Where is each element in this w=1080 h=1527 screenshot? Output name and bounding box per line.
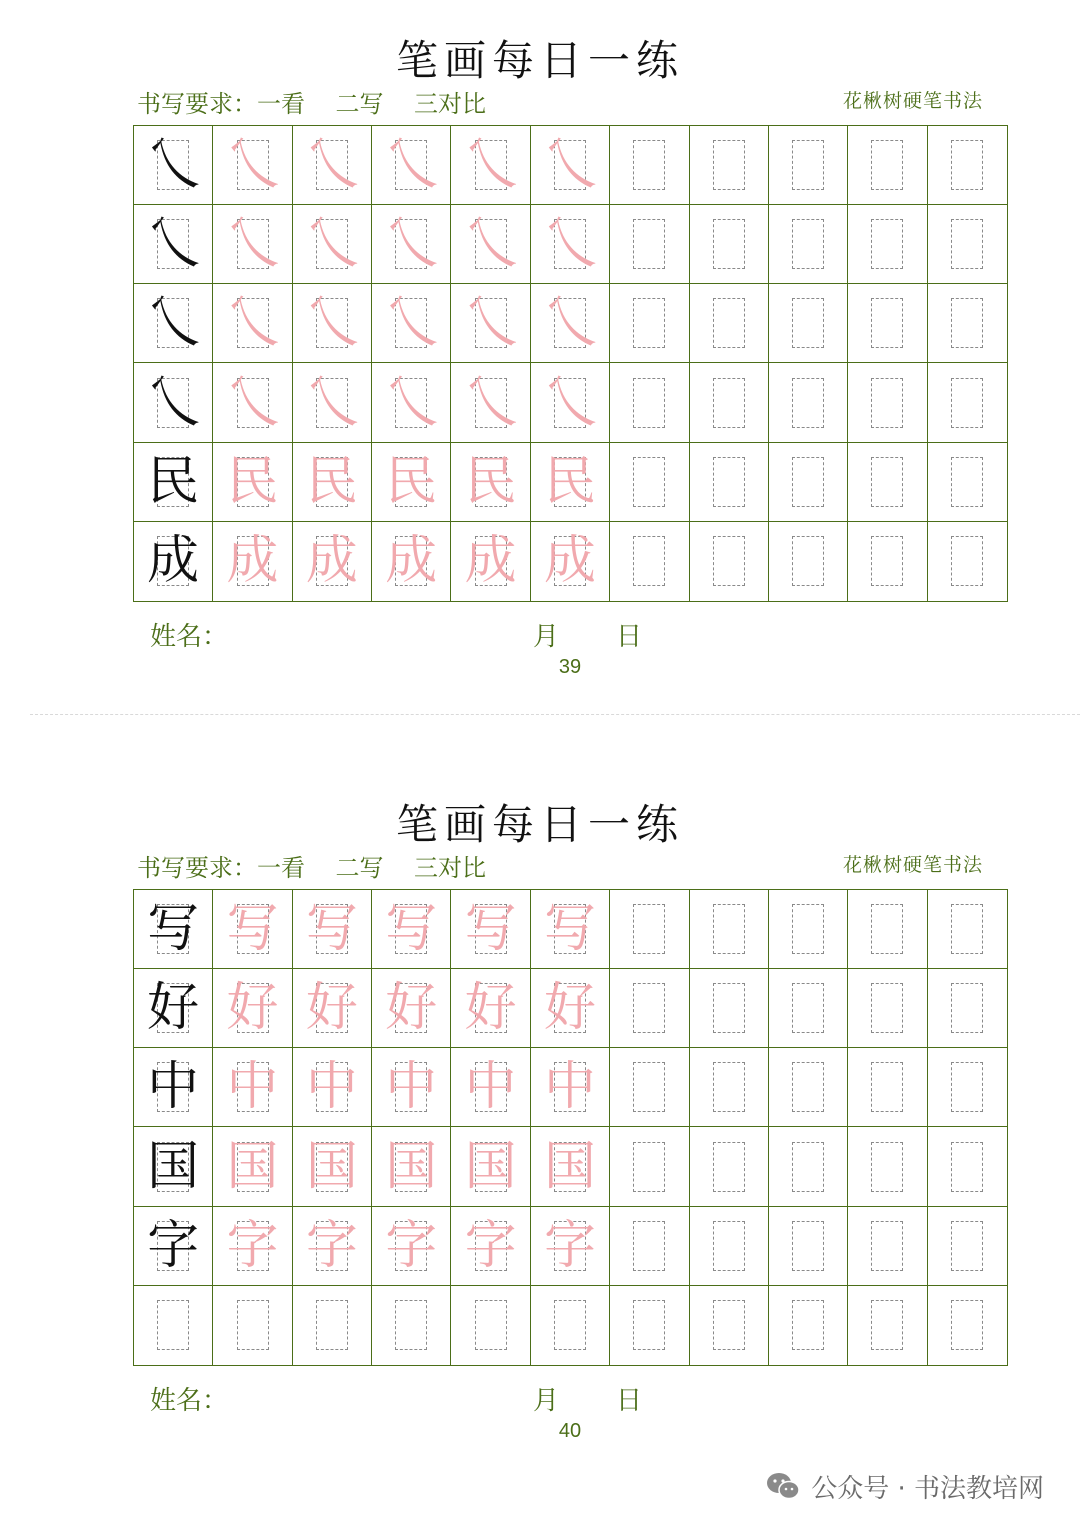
practice-cell [213, 522, 292, 601]
dashed-guide-box [871, 1221, 903, 1271]
practice-cell [769, 522, 848, 601]
footer-text: 公众号 · 书法教培网 [811, 1473, 1044, 1504]
practice-cell [213, 363, 292, 442]
trace-character: 民 [464, 451, 517, 512]
dashed-guide-box [951, 140, 983, 190]
practice-grid [133, 125, 1008, 602]
practice-grid [133, 889, 1008, 1366]
practice-cell [769, 1048, 848, 1127]
dashed-guide-box [633, 140, 665, 190]
trace-character [451, 1286, 529, 1365]
practice-sheet-40 [0, 764, 1080, 1464]
practice-cell [610, 363, 689, 442]
practice-cell [928, 284, 1007, 363]
trace-character: 民 [543, 451, 596, 512]
dashed-guide-box [633, 219, 665, 269]
dashed-guide-box [871, 219, 903, 269]
practice-cell [928, 205, 1007, 284]
dashed-guide-box [713, 378, 745, 428]
trace-character: 中 [464, 1057, 517, 1118]
practice-cell [610, 284, 689, 363]
trace-character: 写 [464, 899, 517, 960]
trace-character: 乀 [224, 290, 281, 356]
practice-cell [451, 1286, 530, 1365]
dashed-guide-box [633, 1142, 665, 1192]
trace-character: 国 [385, 1136, 438, 1197]
practice-cell [213, 890, 292, 969]
trace-character: 好 [385, 978, 438, 1039]
trace-character: 中 [305, 1057, 358, 1118]
dashed-guide-box [633, 904, 665, 954]
practice-cell [531, 443, 610, 522]
practice-cell [928, 443, 1007, 522]
practice-cell [928, 1207, 1007, 1286]
practice-cell [451, 890, 530, 969]
dashed-guide-box [792, 1300, 824, 1350]
writing-requirement: 书写要求：一看 二写 三对比 [137, 854, 487, 882]
practice-cell [928, 363, 1007, 442]
dashed-guide-box [792, 983, 824, 1033]
practice-cell [293, 969, 372, 1048]
trace-character: 乀 [541, 290, 598, 356]
trace-character: 民 [305, 451, 358, 512]
practice-cell [848, 1286, 927, 1365]
practice-cell [531, 205, 610, 284]
practice-cell [293, 284, 372, 363]
practice-cell [848, 1207, 927, 1286]
practice-cell [134, 443, 213, 522]
practice-cell [372, 890, 451, 969]
practice-cell [451, 284, 530, 363]
brand-label: 花楸树硬笔书法 [842, 90, 983, 112]
dashed-guide-box [792, 1142, 824, 1192]
practice-cell [769, 443, 848, 522]
trace-character: 好 [464, 978, 517, 1039]
practice-cell [690, 1127, 769, 1206]
practice-cell [451, 1048, 530, 1127]
practice-cell [690, 969, 769, 1048]
day-label: 日 [616, 1386, 643, 1416]
dashed-guide-box [713, 140, 745, 190]
dashed-guide-box [792, 904, 824, 954]
practice-cell [690, 1286, 769, 1365]
dashed-guide-box [633, 298, 665, 348]
dashed-guide-box [871, 983, 903, 1033]
practice-cell [690, 890, 769, 969]
dashed-guide-box [951, 904, 983, 954]
dashed-guide-box [951, 1221, 983, 1271]
dashed-guide-box [633, 1300, 665, 1350]
practice-cell [372, 1286, 451, 1365]
practice-cell [372, 205, 451, 284]
practice-cell [848, 969, 927, 1048]
dashed-guide-box [951, 457, 983, 507]
trace-character: 好 [543, 978, 596, 1039]
dashed-guide-box [792, 1221, 824, 1271]
practice-cell [134, 1127, 213, 1206]
dashed-guide-box [871, 298, 903, 348]
dashed-guide-box [951, 298, 983, 348]
trace-character: 中 [385, 1057, 438, 1118]
practice-cell [451, 363, 530, 442]
practice-cell [372, 443, 451, 522]
trace-character: 乀 [224, 211, 281, 277]
practice-cell [293, 1048, 372, 1127]
model-character: 民 [147, 451, 200, 512]
practice-cell [372, 1207, 451, 1286]
practice-cell [134, 284, 213, 363]
practice-cell [690, 1048, 769, 1127]
trace-character: 成 [543, 531, 596, 592]
dashed-guide-box [633, 457, 665, 507]
practice-cell [372, 522, 451, 601]
trace-character: 写 [226, 899, 279, 960]
practice-cell [213, 443, 292, 522]
practice-cell [769, 205, 848, 284]
dashed-guide-box [713, 983, 745, 1033]
trace-character: 国 [543, 1136, 596, 1197]
practice-cell [531, 284, 610, 363]
trace-character: 成 [226, 531, 279, 592]
dashed-guide-box [713, 536, 745, 586]
trace-character: 乀 [303, 211, 360, 277]
model-character: 乀 [145, 369, 202, 435]
trace-character: 乀 [303, 132, 360, 198]
dashed-guide-box [871, 1142, 903, 1192]
dashed-guide-box [871, 378, 903, 428]
practice-cell [451, 1127, 530, 1206]
dashed-guide-box [633, 983, 665, 1033]
practice-cell [610, 1127, 689, 1206]
trace-character: 乀 [383, 369, 440, 435]
practice-cell [134, 522, 213, 601]
practice-cell [690, 126, 769, 205]
dashed-guide-box [792, 378, 824, 428]
dashed-guide-box [713, 1300, 745, 1350]
practice-cell [610, 522, 689, 601]
wechat-icon [765, 1471, 801, 1501]
model-character: 国 [147, 1136, 200, 1197]
sheet-title: 笔画每日一练 [395, 36, 684, 85]
brand-label: 花楸树硬笔书法 [842, 854, 983, 876]
name-label: 姓名： [150, 622, 229, 652]
practice-cell [213, 1286, 292, 1365]
practice-cell [848, 284, 927, 363]
trace-character: 中 [543, 1057, 596, 1118]
practice-cell [134, 205, 213, 284]
practice-cell [134, 126, 213, 205]
practice-cell [293, 1286, 372, 1365]
dashed-guide-box [871, 1300, 903, 1350]
practice-cell [213, 1127, 292, 1206]
practice-cell [610, 443, 689, 522]
practice-cell [372, 363, 451, 442]
practice-cell [134, 363, 213, 442]
practice-cell [848, 126, 927, 205]
practice-cell [848, 522, 927, 601]
trace-character: 乀 [462, 369, 519, 435]
dashed-guide-box [713, 1221, 745, 1271]
practice-sheet-39 [0, 0, 1080, 700]
practice-cell [372, 1048, 451, 1127]
practice-cell [372, 126, 451, 205]
practice-cell [531, 522, 610, 601]
trace-character: 好 [305, 978, 358, 1039]
trace-character: 乀 [462, 132, 519, 198]
practice-cell [848, 205, 927, 284]
practice-cell [213, 969, 292, 1048]
practice-cell [610, 1048, 689, 1127]
dashed-guide-box [713, 219, 745, 269]
trace-character: 乀 [383, 290, 440, 356]
dashed-guide-box [871, 457, 903, 507]
practice-cell [848, 890, 927, 969]
practice-cell [848, 1048, 927, 1127]
dashed-guide-box [951, 378, 983, 428]
practice-cell [293, 443, 372, 522]
practice-cell [531, 1207, 610, 1286]
model-character: 好 [147, 978, 200, 1039]
practice-cell [372, 1127, 451, 1206]
dashed-guide-box [713, 1062, 745, 1112]
trace-character: 成 [385, 531, 438, 592]
dashed-guide-box [713, 457, 745, 507]
practice-cell [293, 205, 372, 284]
trace-character: 写 [305, 899, 358, 960]
dashed-guide-box [792, 1062, 824, 1112]
practice-cell [690, 284, 769, 363]
model-character: 中 [147, 1057, 200, 1118]
practice-cell [610, 205, 689, 284]
practice-cell [928, 969, 1007, 1048]
trace-character: 乀 [541, 369, 598, 435]
trace-character: 字 [543, 1215, 596, 1276]
dashed-guide-box [951, 219, 983, 269]
trace-character: 民 [226, 451, 279, 512]
practice-cell [134, 890, 213, 969]
month-label: 月 [533, 622, 560, 652]
practice-cell [928, 1286, 1007, 1365]
practice-cell [134, 1048, 213, 1127]
practice-cell [769, 1127, 848, 1206]
page-number: 40 [558, 1420, 582, 1442]
sheet-title: 笔画每日一练 [395, 800, 684, 849]
trace-character: 乀 [303, 290, 360, 356]
dashed-guide-box [951, 1142, 983, 1192]
trace-character: 字 [464, 1215, 517, 1276]
practice-cell [293, 890, 372, 969]
practice-cell [451, 126, 530, 205]
model-character: 写 [147, 899, 200, 960]
trace-character: 好 [226, 978, 279, 1039]
practice-cell [690, 522, 769, 601]
practice-cell [451, 443, 530, 522]
practice-cell [134, 969, 213, 1048]
practice-cell [293, 126, 372, 205]
practice-cell [769, 284, 848, 363]
dashed-guide-box [792, 140, 824, 190]
practice-cell [928, 1127, 1007, 1206]
dashed-guide-box [713, 904, 745, 954]
trace-character: 国 [464, 1136, 517, 1197]
practice-cell [213, 1048, 292, 1127]
practice-cell [451, 522, 530, 601]
page-divider [30, 714, 1080, 715]
dashed-guide-box [951, 1300, 983, 1350]
practice-cell [134, 1286, 213, 1365]
model-character: 乀 [145, 132, 202, 198]
practice-cell [769, 890, 848, 969]
practice-cell [293, 1207, 372, 1286]
practice-cell [293, 1127, 372, 1206]
practice-cell [531, 1048, 610, 1127]
practice-cell [531, 969, 610, 1048]
practice-cell [293, 522, 372, 601]
day-label: 日 [616, 622, 643, 652]
model-character: 字 [147, 1215, 200, 1276]
trace-character: 乀 [303, 369, 360, 435]
trace-character: 成 [305, 531, 358, 592]
dashed-guide-box [633, 378, 665, 428]
practice-cell [610, 1286, 689, 1365]
trace-character: 字 [226, 1215, 279, 1276]
practice-cell [531, 126, 610, 205]
practice-cell [531, 1127, 610, 1206]
practice-cell [213, 284, 292, 363]
practice-cell [769, 1207, 848, 1286]
dashed-guide-box [792, 457, 824, 507]
practice-cell [531, 1286, 610, 1365]
trace-character: 中 [226, 1057, 279, 1118]
practice-cell [451, 205, 530, 284]
trace-character: 国 [305, 1136, 358, 1197]
trace-character: 乀 [541, 211, 598, 277]
model-character: 成 [147, 531, 200, 592]
trace-character: 乀 [541, 132, 598, 198]
practice-cell [928, 522, 1007, 601]
practice-cell [610, 126, 689, 205]
practice-cell [848, 1127, 927, 1206]
practice-cell [848, 443, 927, 522]
practice-cell [293, 363, 372, 442]
practice-cell [531, 363, 610, 442]
trace-character: 字 [305, 1215, 358, 1276]
practice-cell [690, 443, 769, 522]
practice-cell [372, 969, 451, 1048]
month-label: 月 [533, 1386, 560, 1416]
trace-character: 乀 [224, 132, 281, 198]
practice-cell [928, 1048, 1007, 1127]
practice-cell [451, 969, 530, 1048]
practice-cell [610, 969, 689, 1048]
model-character [134, 1286, 212, 1365]
practice-cell [928, 890, 1007, 969]
practice-cell [928, 126, 1007, 205]
practice-cell [531, 890, 610, 969]
trace-character: 乀 [462, 290, 519, 356]
dashed-guide-box [633, 1221, 665, 1271]
dashed-guide-box [951, 983, 983, 1033]
practice-cell [769, 969, 848, 1048]
dashed-guide-box [951, 1062, 983, 1112]
dashed-guide-box [633, 1062, 665, 1112]
trace-character [531, 1286, 609, 1365]
trace-character: 字 [385, 1215, 438, 1276]
trace-character: 乀 [224, 369, 281, 435]
trace-character: 乀 [383, 132, 440, 198]
practice-cell [213, 126, 292, 205]
practice-cell [134, 1207, 213, 1286]
dashed-guide-box [633, 536, 665, 586]
practice-cell [213, 1207, 292, 1286]
dashed-guide-box [792, 298, 824, 348]
trace-character: 民 [385, 451, 438, 512]
watermark-footer [765, 1466, 1044, 1506]
practice-cell [769, 126, 848, 205]
dashed-guide-box [871, 536, 903, 586]
practice-cell [769, 363, 848, 442]
model-character: 乀 [145, 211, 202, 277]
practice-cell [213, 205, 292, 284]
practice-cell [690, 363, 769, 442]
trace-character: 乀 [383, 211, 440, 277]
dashed-guide-box [871, 904, 903, 954]
trace-character [213, 1286, 291, 1365]
practice-cell [451, 1207, 530, 1286]
practice-cell [610, 890, 689, 969]
trace-character: 写 [543, 899, 596, 960]
page-number: 39 [558, 656, 582, 678]
dashed-guide-box [951, 536, 983, 586]
dashed-guide-box [792, 536, 824, 586]
dashed-guide-box [792, 219, 824, 269]
dashed-guide-box [871, 1062, 903, 1112]
trace-character: 成 [464, 531, 517, 592]
trace-character: 写 [385, 899, 438, 960]
dashed-guide-box [713, 298, 745, 348]
practice-cell [848, 363, 927, 442]
writing-requirement: 书写要求：一看 二写 三对比 [137, 90, 487, 118]
trace-character [372, 1286, 450, 1365]
dashed-guide-box [871, 140, 903, 190]
trace-character: 乀 [462, 211, 519, 277]
practice-cell [690, 205, 769, 284]
trace-character: 国 [226, 1136, 279, 1197]
practice-cell [769, 1286, 848, 1365]
practice-cell [690, 1207, 769, 1286]
practice-cell [610, 1207, 689, 1286]
model-character: 乀 [145, 290, 202, 356]
name-label: 姓名： [150, 1386, 229, 1416]
dashed-guide-box [713, 1142, 745, 1192]
trace-character [293, 1286, 371, 1365]
practice-cell [372, 284, 451, 363]
